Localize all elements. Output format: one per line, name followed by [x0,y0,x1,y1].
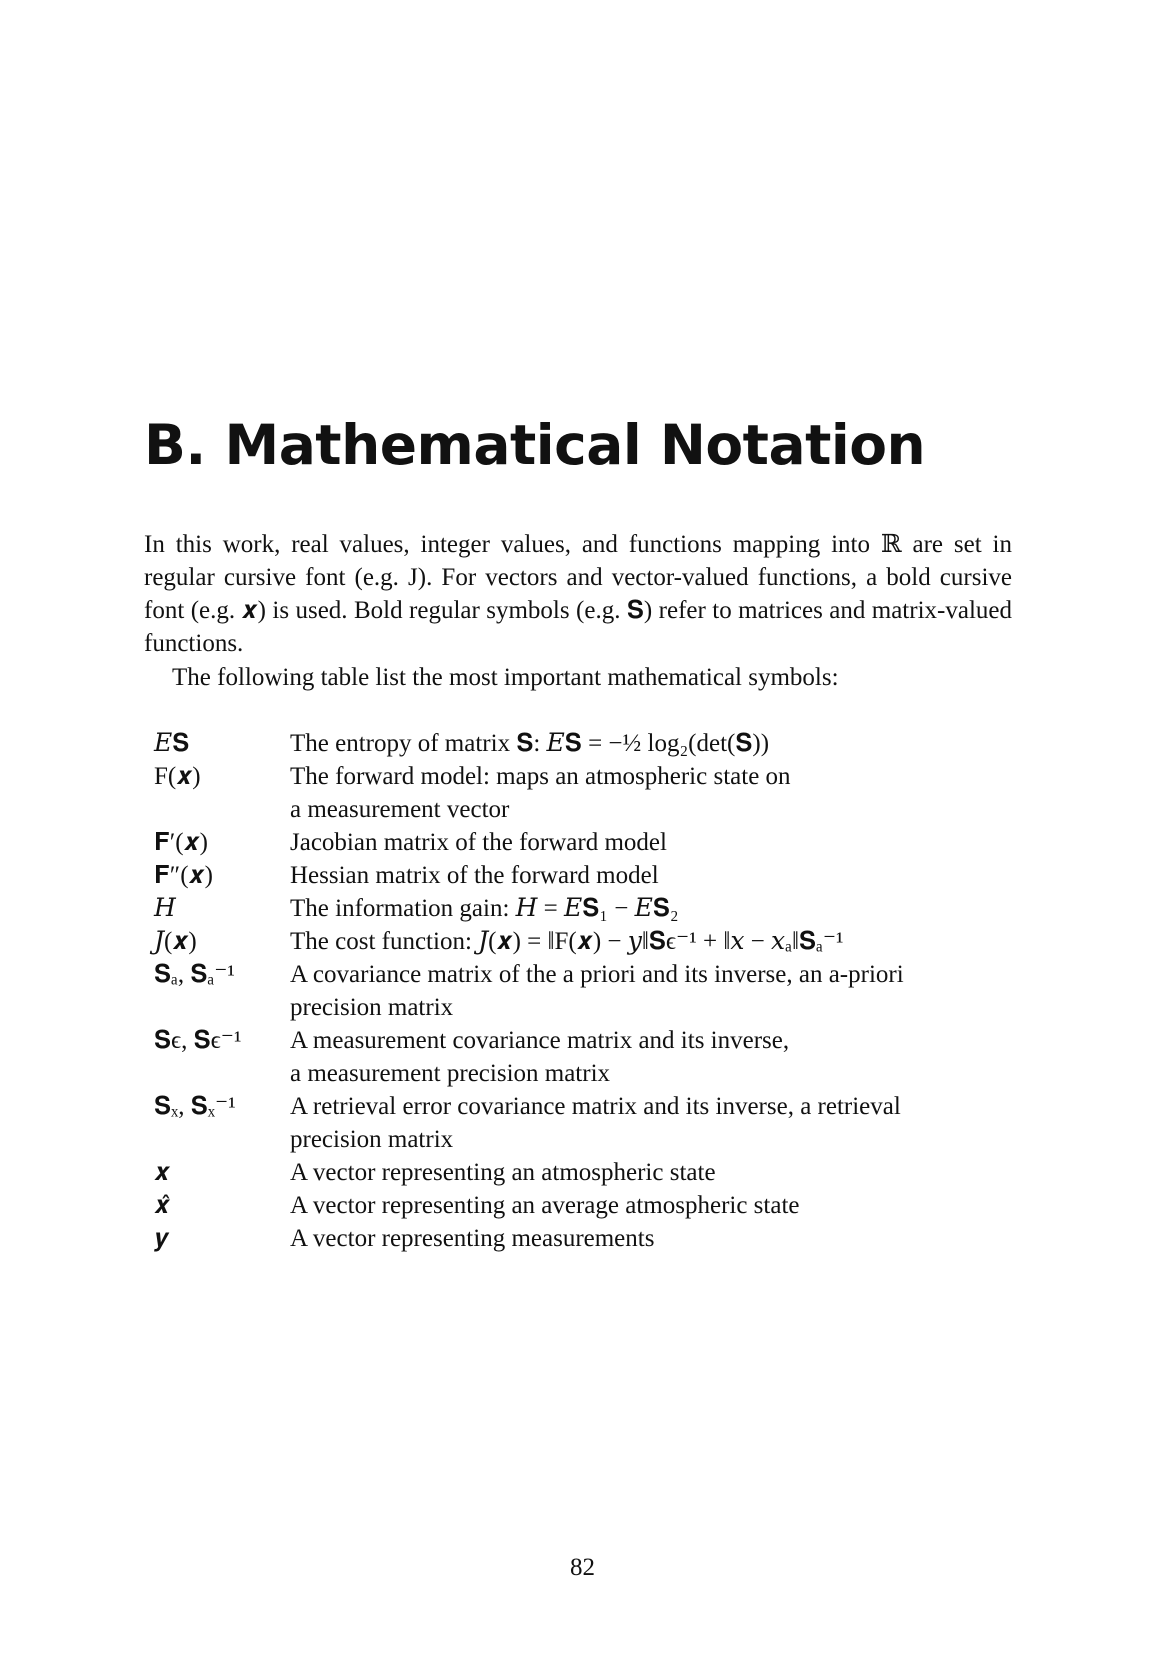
intro-paragraph: In this work, real values, integer values, and functions mapping into ℝ are set in regular cursive font (e.g. J). For vectors and vector-valued functions, a bold cursive font (e.g. 𝒙) is used. Bold regular symbols (e.g. 𝐒) refer to matrices and matrix-valued functions. [144,531,1012,657]
notation-description: Jacobian matrix of the forward model [290,829,667,856]
notation-row-jacobian [154,826,1054,859]
notation-row-forward-model [154,760,1054,826]
notation-description: The information gain: 𝐻 = 𝐸𝐒₁ − 𝐸𝐒₂ [290,895,679,922]
notation-description: A covariance matrix of the a priori and its inverse, an a-priori precision matrix [290,961,904,1021]
notation-symbol: 𝐒ₓ, 𝐒ₓ⁻¹ [154,1093,236,1120]
notation-symbol: 𝒚 [154,1225,170,1252]
notation-description: A vector representing an average atmospheric state [290,1192,800,1219]
notation-row-average-state [154,1189,1054,1222]
notation-row-entropy [154,727,1054,760]
notation-row-hessian [154,859,1054,892]
notation-symbol: 𝐒ϵ, 𝐒ϵ⁻¹ [154,1027,242,1054]
notation-description: The forward model: maps an atmospheric state on a measurement vector [290,763,791,823]
notation-row-cost-function [154,925,1054,958]
table-lead-sentence: The following table list the most important mathematical symbols: [172,664,839,691]
notation-description: A vector representing an atmospheric state [290,1159,716,1186]
notation-description: A retrieval error covariance matrix and its inverse, a retrieval precision matrix [290,1093,901,1153]
notation-description: Hessian matrix of the forward model [290,862,659,889]
notation-symbol: 𝒙 [154,1159,171,1186]
notation-description: The cost function: 𝐽(𝒙) = ‖F(𝒙) − 𝑦‖𝐒ϵ⁻¹ + ‖𝑥 − 𝑥ₐ‖𝐒ₐ⁻¹ [290,928,844,955]
notation-symbol: 𝐸𝐒 [154,730,190,757]
page-number: 82 [570,1554,595,1581]
notation-table [154,727,1054,1255]
notation-symbol: 𝐅′(𝒙) [154,829,208,856]
notation-symbol: 𝐽(𝒙) [154,928,197,955]
notation-row-measurement-covariance [154,1024,1054,1090]
notation-symbol: F(𝒙) [154,763,201,790]
notation-row-retrieval-covariance [154,1090,1054,1156]
notation-symbol: 𝐻 [154,895,176,922]
notation-row-a-priori-covariance [154,958,1054,1024]
notation-description: A vector representing measurements [290,1225,655,1252]
notation-symbol: 𝒙̂ [154,1192,171,1219]
notation-description: The entropy of matrix 𝐒: 𝐸𝐒 = −½ log₂(det(𝐒)) [290,730,770,757]
notation-description: A measurement covariance matrix and its inverse, a measurement precision matrix [290,1027,790,1087]
notation-row-state-vector [154,1156,1054,1189]
notation-row-measurement-vector [154,1222,1054,1255]
chapter-title: B. Mathematical Notation [144,413,926,477]
notation-symbol: 𝐒ₐ, 𝐒ₐ⁻¹ [154,961,235,988]
notation-row-information-gain [154,892,1054,925]
notation-symbol: 𝐅″(𝒙) [154,862,213,889]
